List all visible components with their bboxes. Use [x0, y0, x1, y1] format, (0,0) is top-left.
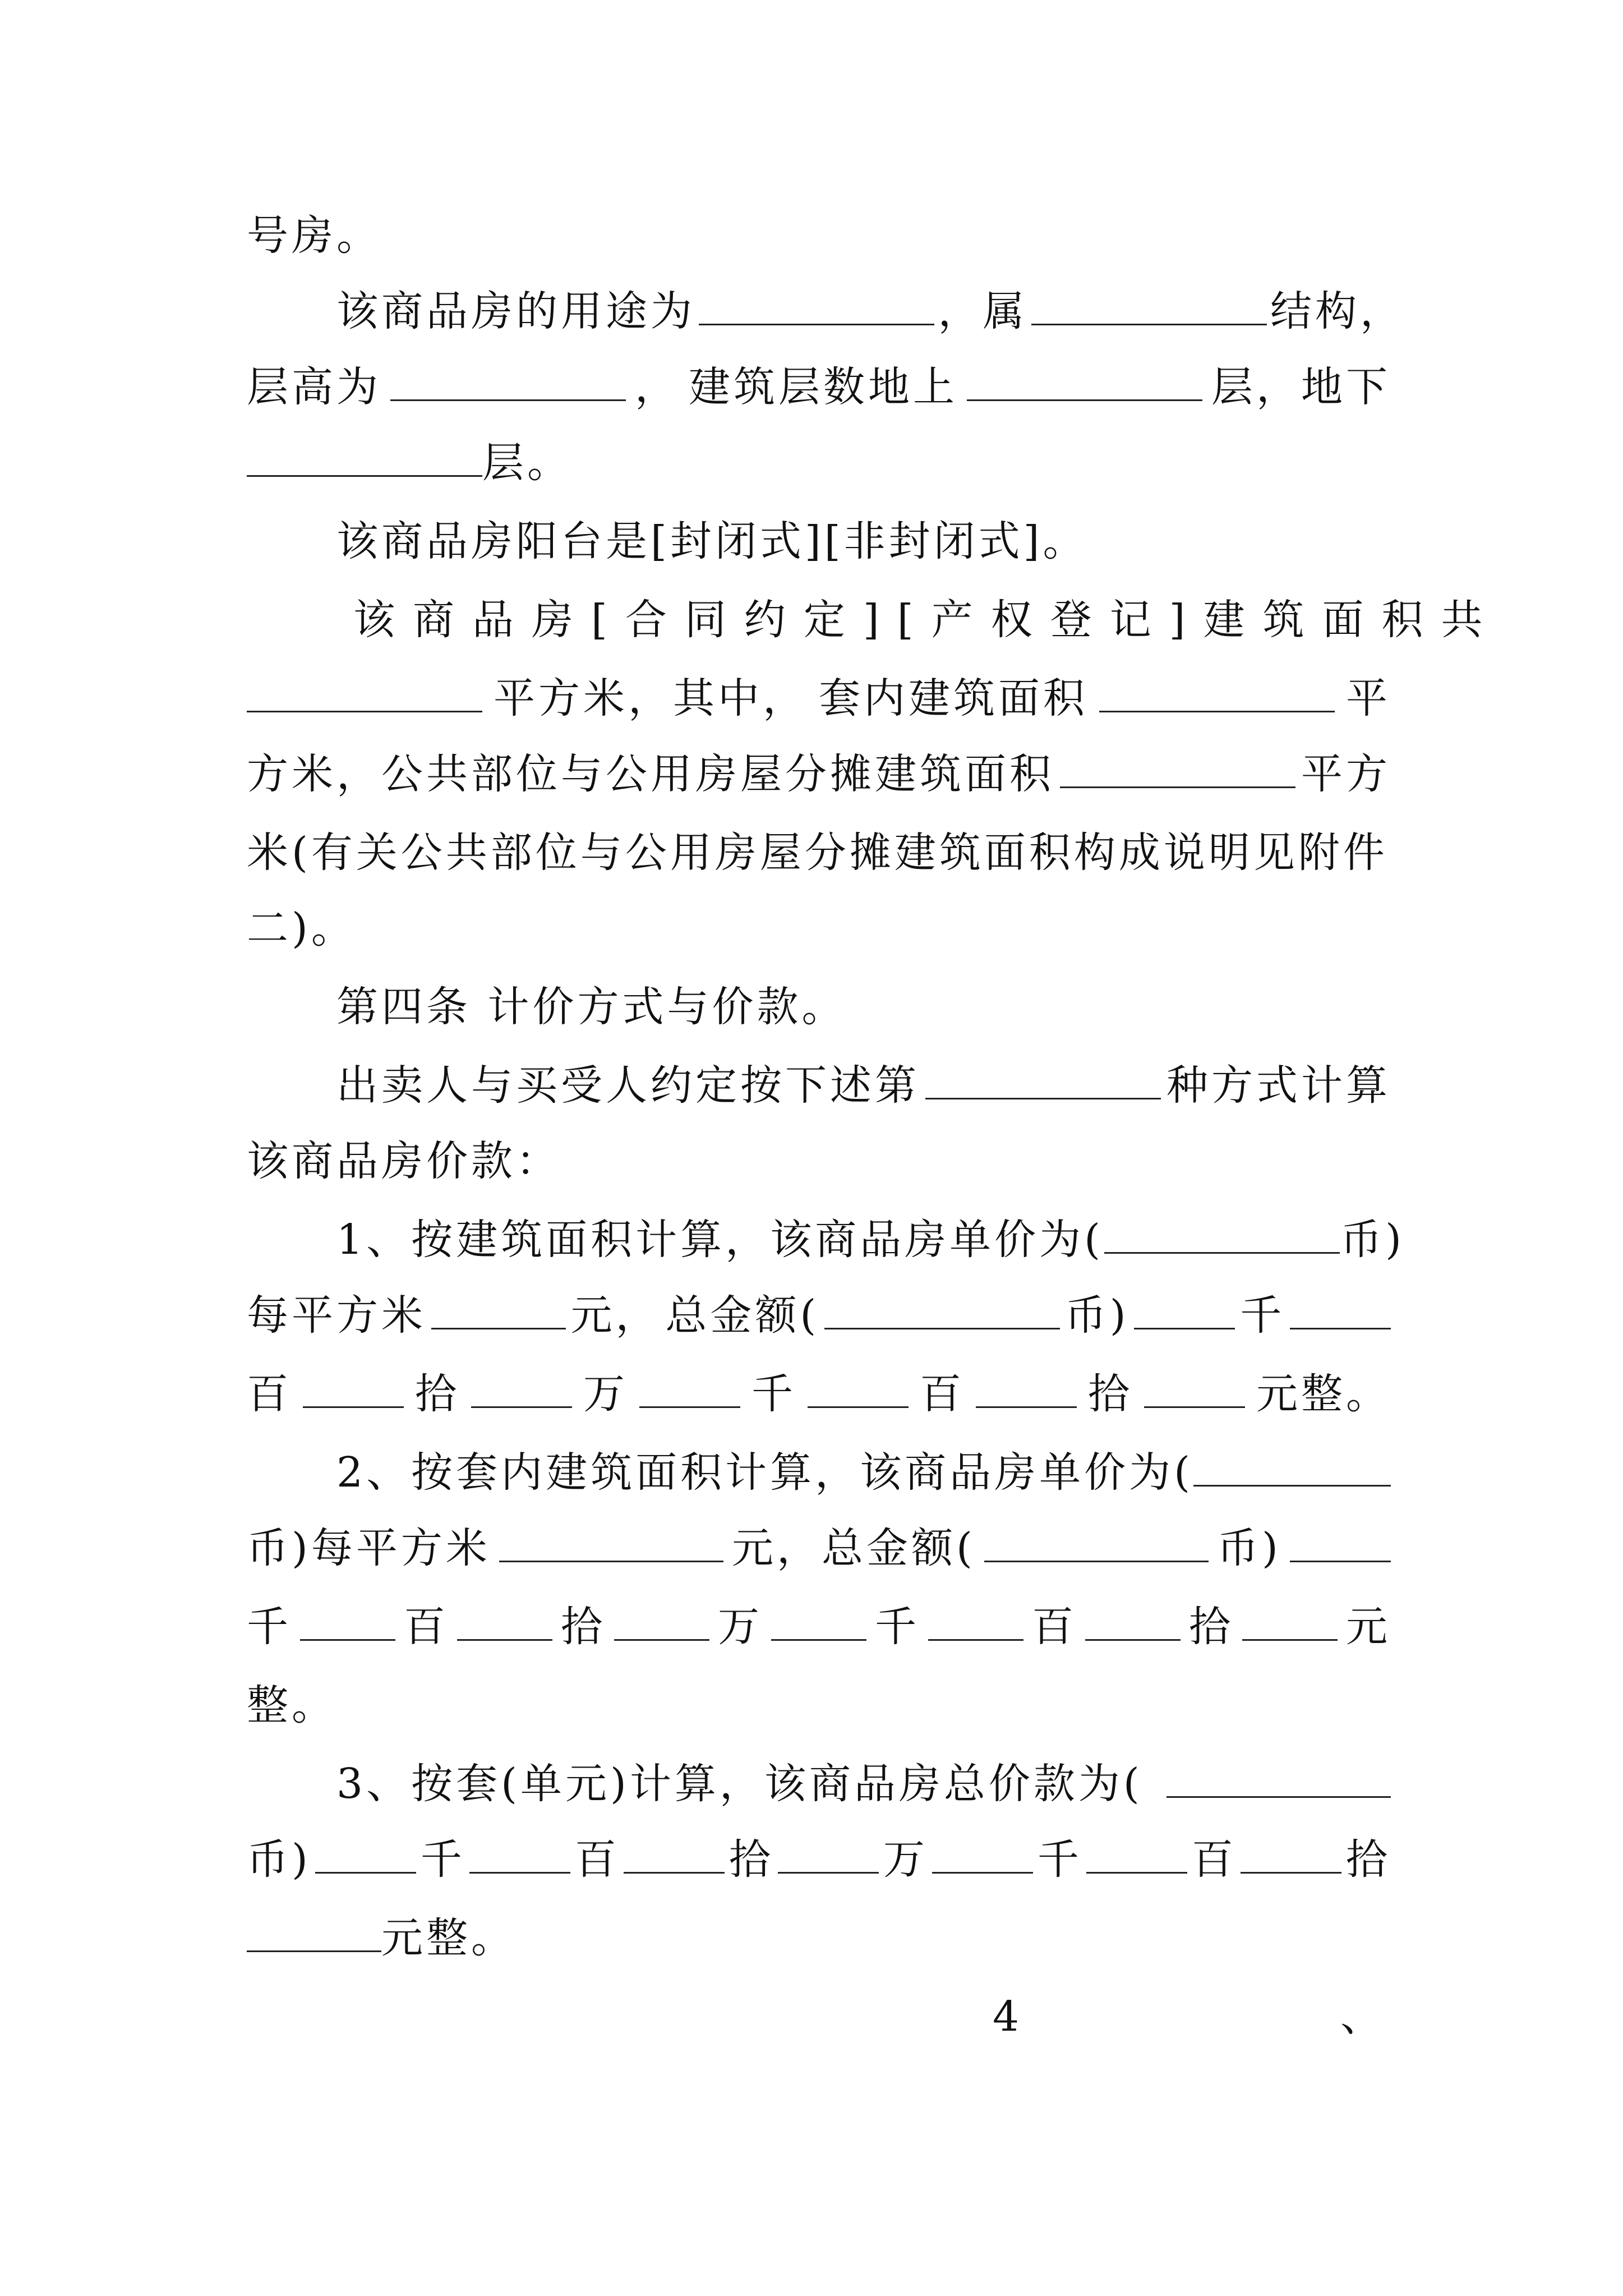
text: 千 — [1240, 1291, 1285, 1340]
blank-digit[interactable] — [471, 1366, 572, 1408]
blank-currency-2b[interactable] — [984, 1520, 1209, 1562]
blank-digit[interactable] — [315, 1832, 416, 1874]
line-usage — [336, 275, 1405, 348]
line-method-two-digits — [247, 1590, 1391, 1663]
text: 万 — [583, 1370, 628, 1418]
text: 平方米，其中， — [494, 674, 808, 723]
text: 平 — [1346, 674, 1391, 723]
line-attachment-note — [247, 816, 1391, 889]
enumeration-comma: 、 — [1340, 1993, 1385, 2041]
text: 号房。 — [247, 211, 381, 260]
text: 1、按建筑面积计算，该商品房单价为( — [336, 1216, 1104, 1264]
blank-digit[interactable] — [1242, 1599, 1338, 1641]
text: 二)。 — [247, 904, 356, 953]
text: 整。 — [247, 1681, 336, 1729]
text: 元，总金额( — [732, 1524, 976, 1572]
text: 层。 — [482, 439, 572, 487]
text: 万 — [718, 1603, 763, 1651]
text: 币) — [1217, 1524, 1281, 1572]
text: 百 — [1191, 1835, 1237, 1884]
line-method-two-total — [247, 1512, 1391, 1585]
text: 拾 — [1189, 1603, 1234, 1651]
line-method-three-digits — [247, 1823, 1391, 1896]
text: 千 — [751, 1370, 796, 1418]
blank-floor-height[interactable] — [390, 359, 626, 401]
text: 拾 — [415, 1370, 460, 1418]
text: 结构， — [1270, 287, 1405, 335]
text: 该商品房[合同约定][产权登记]建筑面积共 — [353, 596, 1501, 644]
blank-digit[interactable] — [1290, 1287, 1391, 1329]
line-floors-below — [247, 426, 1391, 499]
blank-digit[interactable] — [300, 1599, 395, 1641]
text: 种方式计算 — [1166, 1061, 1391, 1110]
blank-shared-area[interactable] — [1060, 746, 1295, 788]
blank-digit[interactable] — [778, 1832, 879, 1874]
blank-currency-1[interactable] — [1104, 1212, 1340, 1254]
text: 总金额( — [665, 1291, 820, 1340]
text: 百 — [920, 1370, 965, 1418]
line-shared-area — [247, 738, 1391, 811]
blank-total-area[interactable] — [247, 670, 482, 712]
line-method-one-total — [247, 1279, 1391, 1352]
blank-digit[interactable] — [457, 1599, 552, 1641]
text: 该商品房价款： — [247, 1137, 561, 1185]
blank-unit-price-1[interactable] — [431, 1287, 566, 1329]
text: 千 — [875, 1603, 920, 1651]
line-method-four — [993, 1980, 1385, 2053]
text: 第四条 计价方式与价款。 — [336, 983, 847, 1031]
blank-method-number[interactable] — [925, 1057, 1161, 1099]
text: 元， — [570, 1291, 661, 1340]
blank-digit[interactable] — [1144, 1366, 1245, 1408]
text: 层，地下 — [1211, 363, 1391, 411]
line-method-three-end — [247, 1902, 1391, 1975]
text: 币) — [1064, 1291, 1129, 1340]
blank-digit[interactable] — [1241, 1832, 1341, 1874]
text: 百 — [404, 1603, 449, 1651]
text: ， — [635, 363, 680, 411]
line-room-number — [247, 199, 1391, 272]
blank-currency-1b[interactable] — [824, 1287, 1060, 1329]
text: 千 — [1037, 1835, 1082, 1884]
blank-digit[interactable] — [932, 1832, 1033, 1874]
text: 套内建筑面积 — [819, 674, 1088, 723]
text: 每平方米 — [247, 1291, 426, 1340]
blank-digit[interactable] — [614, 1599, 709, 1641]
line-building-area — [353, 583, 1501, 656]
text: 该商品房的用途为 — [336, 287, 695, 335]
blank-digit[interactable] — [771, 1599, 866, 1641]
blank-floors-above[interactable] — [967, 359, 1202, 401]
blank-structure[interactable] — [1031, 283, 1267, 325]
article-four-heading — [336, 970, 1481, 1043]
text: 该商品房阳台是[封闭式][非封闭式]。 — [336, 517, 1088, 565]
text: 拾 — [561, 1603, 606, 1651]
text: 建筑层数地上 — [689, 363, 958, 411]
text: 元 — [1346, 1603, 1391, 1651]
blank-digit[interactable] — [624, 1832, 725, 1874]
blank-inner-area[interactable] — [1099, 670, 1335, 712]
blank-currency-3[interactable] — [1166, 1756, 1391, 1798]
blank-currency-2[interactable] — [1193, 1444, 1391, 1487]
line-price-intro — [247, 1125, 1391, 1198]
text: 出卖人与买受人约定按下述第 — [336, 1061, 920, 1110]
text: ，属 — [938, 287, 1028, 335]
text: 元整。 — [381, 1914, 516, 1962]
text: 拾 — [728, 1835, 774, 1884]
blank-digit[interactable] — [247, 1910, 381, 1952]
line-area-detail — [247, 662, 1391, 735]
text: 米(有关公共部位与公用房屋分摊建筑面积构成说明见附件 — [247, 829, 1388, 877]
text: 百 — [574, 1835, 620, 1884]
text: 千 — [247, 1603, 292, 1651]
text: 币) — [247, 1835, 311, 1884]
blank-digit[interactable] — [928, 1599, 1023, 1641]
blank-floors-below[interactable] — [247, 435, 482, 477]
line-method-two-end — [247, 1669, 1391, 1742]
blank-unit-price-2[interactable] — [499, 1520, 723, 1562]
text: 平方 — [1301, 750, 1391, 798]
text: 币) — [1340, 1216, 1405, 1264]
line-method-one — [336, 1203, 1405, 1276]
text: 百 — [1032, 1603, 1077, 1651]
text: 拾 — [1345, 1835, 1391, 1884]
blank-digit[interactable] — [1134, 1287, 1235, 1329]
text: 层高为 — [247, 363, 381, 411]
blank-digit[interactable] — [639, 1366, 740, 1408]
text: 千 — [420, 1835, 465, 1884]
item-number: 4 — [993, 1993, 1023, 2041]
text: 拾 — [1088, 1370, 1133, 1418]
line-method-one-digits — [247, 1358, 1391, 1430]
blank-usage[interactable] — [699, 283, 934, 325]
text: 元整。 — [1256, 1370, 1391, 1418]
line-balcony — [336, 505, 1481, 578]
blank-digit[interactable] — [1085, 1599, 1181, 1641]
line-floor-height — [247, 351, 1391, 424]
blank-digit[interactable] — [1086, 1832, 1187, 1874]
line-method-choice — [336, 1049, 1391, 1122]
text: 万 — [883, 1835, 928, 1884]
line-attachment-two — [247, 892, 1391, 965]
blank-digit[interactable] — [1290, 1520, 1391, 1562]
line-method-two — [336, 1436, 1391, 1509]
blank-digit[interactable] — [808, 1366, 909, 1408]
text: 3、按套(单元)计算，该商品房总价款为( — [336, 1760, 1143, 1808]
line-method-three — [336, 1747, 1391, 1820]
text: 2、按套内建筑面积计算，该商品房单价为( — [336, 1448, 1193, 1497]
blank-digit[interactable] — [976, 1366, 1077, 1408]
text: 百 — [247, 1370, 292, 1418]
blank-digit[interactable] — [303, 1366, 404, 1408]
text: 币)每平方米 — [247, 1524, 491, 1572]
blank-digit[interactable] — [469, 1832, 570, 1874]
text: 方米，公共部位与公用房屋分摊建筑面积 — [247, 750, 1054, 798]
